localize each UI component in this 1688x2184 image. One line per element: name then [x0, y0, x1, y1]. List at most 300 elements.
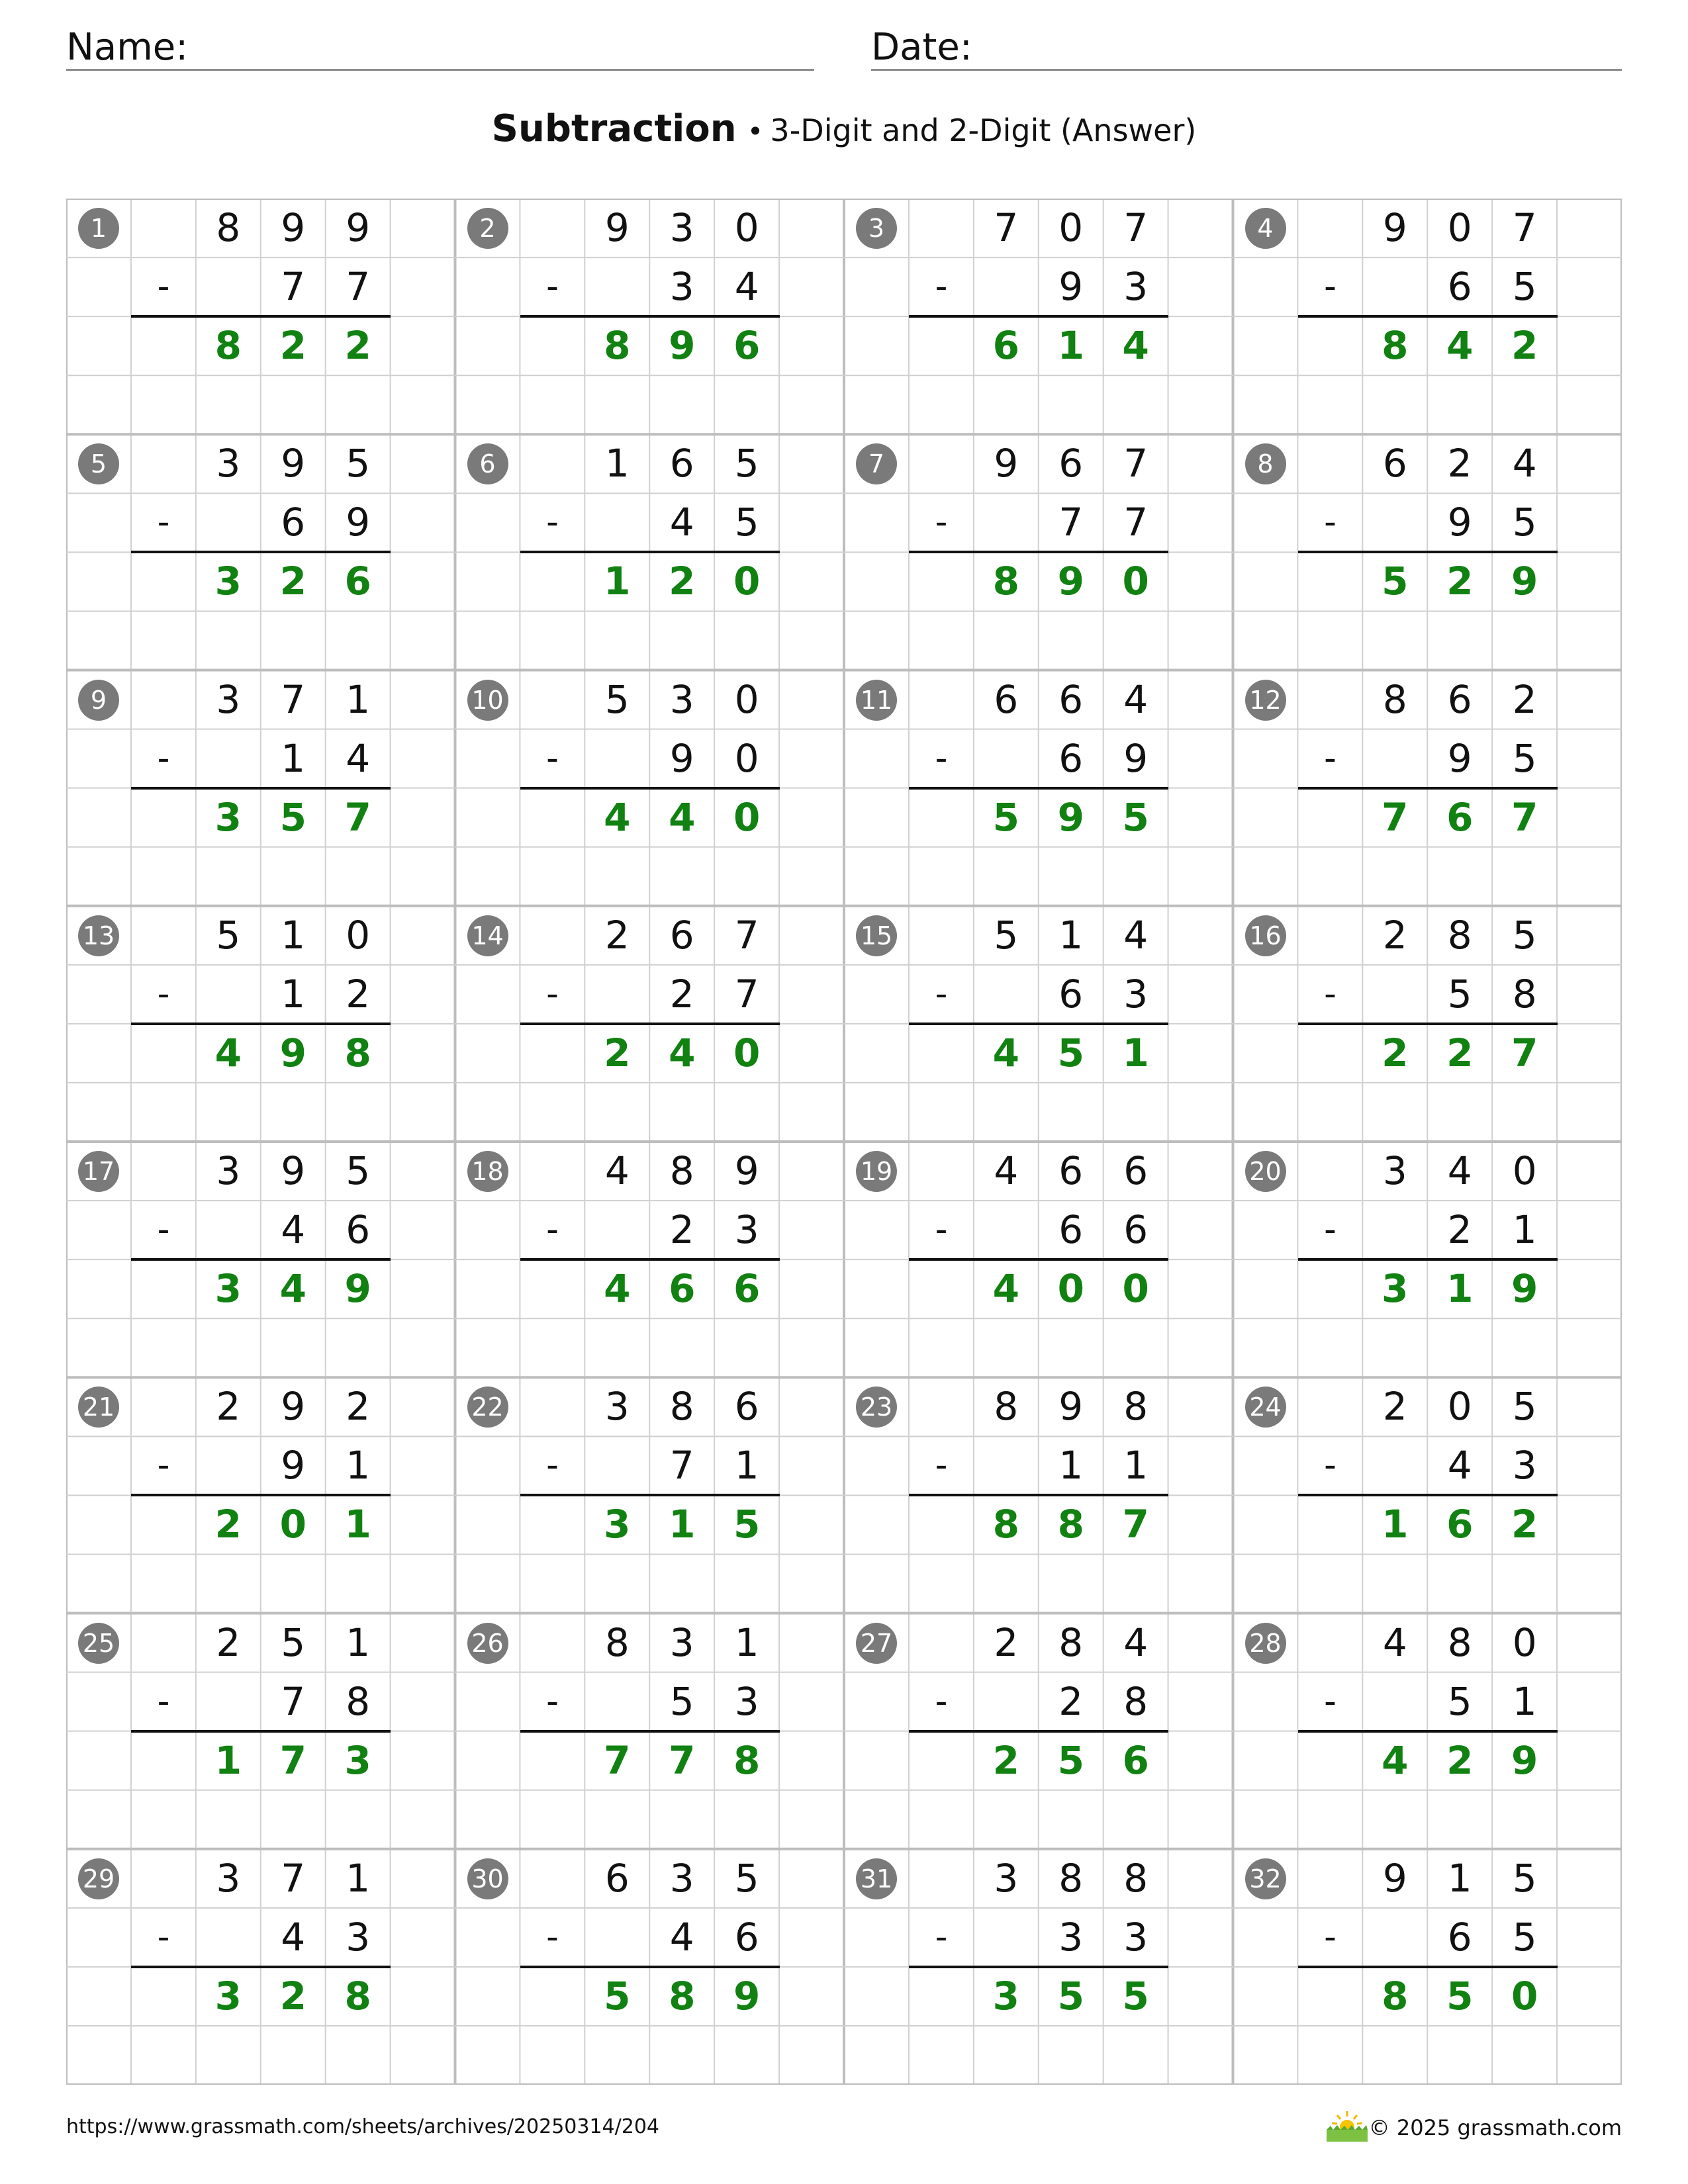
- answer-digit: 4: [604, 1266, 631, 1312]
- answer-digit: 5: [1446, 1973, 1474, 2019]
- footer-copyright: © 2025 grassmath.com: [1368, 2115, 1622, 2140]
- minuend-digit: 6: [1447, 676, 1472, 722]
- subtrahend-digit: 3: [1123, 1914, 1149, 1960]
- problem-number-badge: 25: [78, 1623, 119, 1664]
- problem-31: [844, 1849, 1233, 2085]
- minus-sign: -: [546, 1917, 559, 1957]
- answer-digit: 3: [344, 1737, 371, 1783]
- subtrahend-digit: 7: [346, 264, 371, 310]
- minus-sign: -: [546, 1210, 559, 1250]
- answer-digit: 4: [1122, 323, 1149, 369]
- minuend-digit: 1: [734, 1619, 759, 1665]
- minus-sign: -: [935, 974, 948, 1014]
- answer-digit: 8: [604, 323, 631, 369]
- problem-23: [844, 1377, 1233, 1613]
- subtrahend-digit: 3: [346, 1914, 371, 1960]
- problem-22: [455, 1377, 844, 1613]
- minuend-digit: 2: [1382, 1384, 1407, 1430]
- minuend-digit: 5: [1512, 1855, 1537, 1901]
- answer-digit: 5: [604, 1973, 631, 2019]
- minus-sign: -: [935, 502, 948, 543]
- subtrahend-digit: 9: [346, 500, 371, 545]
- subtrahend-digit: 1: [1123, 1443, 1149, 1488]
- minuend-digit: 2: [604, 912, 630, 958]
- subtrahend-digit: 8: [346, 1678, 371, 1724]
- subtrahend-digit: 3: [1058, 1914, 1084, 1960]
- minus-sign: -: [546, 974, 559, 1014]
- minuend-digit: 0: [734, 205, 759, 250]
- minuend-digit: 4: [994, 1148, 1019, 1193]
- subtrahend-digit: 7: [1058, 500, 1084, 545]
- answer-digit: 9: [1511, 1266, 1538, 1312]
- minuend-digit: 9: [994, 441, 1019, 486]
- problem-number-badge: 15: [856, 915, 897, 956]
- minus-sign: -: [935, 1445, 948, 1486]
- minuend-digit: 7: [1123, 441, 1149, 486]
- problem-number-badge: 13: [78, 915, 119, 956]
- minuend-digit: 6: [1058, 676, 1084, 722]
- subtrahend-digit: 7: [1123, 500, 1149, 545]
- problem-20: [1233, 1142, 1622, 1377]
- minuend-digit: 0: [346, 912, 371, 958]
- answer-digit: 4: [1382, 1737, 1409, 1783]
- minuend-digit: 2: [1382, 912, 1407, 958]
- problem-number-badge: 23: [856, 1387, 897, 1428]
- minuend-digit: 9: [281, 1148, 306, 1193]
- problem-32: [1233, 1849, 1622, 2085]
- minuend-digit: 8: [216, 205, 241, 250]
- answer-digit: 2: [344, 323, 371, 369]
- minus-sign: -: [935, 1917, 948, 1957]
- minuend-digit: 0: [1512, 1148, 1537, 1193]
- minus-sign: -: [1324, 1445, 1336, 1486]
- problem-number-badge: 14: [467, 915, 508, 956]
- minuend-digit: 9: [734, 1148, 759, 1193]
- answer-digit: 8: [1382, 323, 1409, 369]
- minuend-digit: 3: [604, 1384, 630, 1430]
- problem-12: [1233, 670, 1622, 906]
- minuend-digit: 8: [1382, 676, 1407, 722]
- answer-digit: 6: [733, 1266, 761, 1312]
- problem-number-badge: 27: [856, 1623, 897, 1664]
- minuend-digit: 5: [734, 441, 759, 486]
- minuend-digit: 4: [1382, 1619, 1407, 1665]
- answer-digit: 2: [1382, 1030, 1409, 1075]
- minuend-digit: 1: [346, 1855, 371, 1901]
- minuend-digit: 5: [346, 441, 371, 486]
- subtrahend-digit: 6: [734, 1914, 759, 1960]
- answer-digit: 0: [733, 559, 761, 604]
- problem-9: [66, 670, 455, 906]
- answer-digit: 2: [1446, 1737, 1474, 1783]
- subtrahend-digit: 5: [669, 1678, 694, 1724]
- minuend-digit: 8: [604, 1619, 630, 1665]
- minus-sign: -: [1324, 502, 1336, 543]
- answer-digit: 5: [1122, 1973, 1149, 2019]
- minus-sign: -: [1324, 974, 1336, 1014]
- minuend-digit: 4: [1123, 912, 1149, 958]
- subtrahend-digit: 6: [1123, 1207, 1149, 1253]
- minuend-digit: 1: [281, 912, 306, 958]
- answer-digit: 1: [344, 1502, 371, 1547]
- minuend-digit: 1: [346, 1619, 371, 1665]
- problem-number-badge: 29: [78, 1858, 119, 1899]
- answer-digit: 6: [992, 323, 1019, 369]
- minuend-digit: 3: [216, 1148, 241, 1193]
- problem-10: [455, 670, 844, 906]
- problem-26: [455, 1614, 844, 1849]
- answer-digit: 5: [1382, 559, 1409, 604]
- answer-digit: 1: [604, 559, 631, 604]
- minuend-digit: 4: [1123, 676, 1149, 722]
- minuend-digit: 1: [1058, 912, 1084, 958]
- answer-digit: 2: [279, 1973, 306, 2019]
- date-label: Date:: [871, 26, 972, 69]
- minus-sign: -: [157, 974, 170, 1014]
- minus-sign: -: [157, 738, 170, 778]
- problem-number-badge: 32: [1245, 1858, 1286, 1899]
- subtrahend-digit: 7: [734, 971, 759, 1017]
- subtrahend-digit: 2: [346, 971, 371, 1017]
- problem-number-badge: 5: [78, 443, 119, 484]
- answer-digit: 3: [214, 794, 242, 840]
- subtrahend-digit: 6: [1058, 971, 1084, 1017]
- minus-sign: -: [157, 1917, 170, 1957]
- problem-7: [844, 434, 1233, 670]
- minuend-digit: 2: [994, 1619, 1019, 1665]
- minuend-digit: 9: [1058, 1384, 1084, 1430]
- problem-number-badge: 22: [467, 1387, 508, 1428]
- title-separator: •: [747, 115, 764, 148]
- answer-digit: 2: [1511, 1502, 1538, 1547]
- problem-30: [455, 1849, 844, 2085]
- subtrahend-digit: 4: [669, 1914, 694, 1960]
- problem-5: [66, 434, 455, 670]
- minuend-digit: 0: [1512, 1619, 1537, 1665]
- problem-14: [455, 906, 844, 1142]
- answer-digit: 0: [733, 794, 761, 840]
- minus-sign: -: [1324, 738, 1336, 778]
- answer-digit: 7: [1382, 794, 1409, 840]
- answer-digit: 0: [1122, 559, 1149, 604]
- minuend-digit: 8: [1447, 912, 1472, 958]
- problem-24: [1233, 1377, 1622, 1613]
- answer-digit: 2: [1446, 1030, 1474, 1075]
- problem-6: [455, 434, 844, 670]
- problem-2: [455, 199, 844, 434]
- answer-digit: 7: [669, 1737, 696, 1783]
- subtrahend-digit: 3: [1123, 264, 1149, 310]
- minuend-digit: 9: [281, 1384, 306, 1430]
- minuend-digit: 5: [216, 912, 241, 958]
- subtrahend-digit: 1: [1512, 1207, 1537, 1253]
- answer-digit: 1: [1057, 323, 1084, 369]
- subtrahend-digit: 3: [1123, 971, 1149, 1017]
- answer-digit: 0: [1511, 1973, 1538, 2019]
- answer-digit: 5: [1122, 794, 1149, 840]
- problem-13: [66, 906, 455, 1142]
- problem-number-badge: 18: [467, 1151, 508, 1192]
- subtrahend-digit: 1: [281, 735, 306, 781]
- problem-number-badge: 2: [467, 208, 508, 249]
- minuend-digit: 5: [346, 1148, 371, 1193]
- subtrahend-digit: 4: [1447, 1443, 1472, 1488]
- minuend-digit: 6: [1123, 1148, 1149, 1193]
- problem-28: [1233, 1614, 1622, 1849]
- answer-digit: 2: [1446, 559, 1474, 604]
- minuend-digit: 6: [669, 912, 694, 958]
- subtrahend-digit: 5: [1512, 1914, 1537, 1960]
- subtrahend-digit: 7: [281, 1678, 306, 1724]
- minuend-digit: 8: [1123, 1855, 1149, 1901]
- grass-sun-logo-icon: [1324, 2110, 1370, 2143]
- answer-digit: 4: [1446, 323, 1474, 369]
- minuend-digit: 3: [669, 676, 694, 722]
- problem-number-badge: 4: [1245, 208, 1286, 249]
- answer-digit: 6: [344, 559, 371, 604]
- answer-digit: 0: [279, 1502, 306, 1547]
- minus-sign: -: [546, 502, 559, 543]
- answer-digit: 8: [344, 1030, 371, 1075]
- problem-number-badge: 26: [467, 1623, 508, 1664]
- minuend-digit: 2: [216, 1384, 241, 1430]
- subtrahend-digit: 4: [734, 264, 759, 310]
- minuend-digit: 6: [734, 1384, 759, 1430]
- problem-number-badge: 10: [467, 680, 508, 721]
- answer-digit: 8: [344, 1973, 371, 2019]
- minuend-digit: 9: [1382, 205, 1407, 250]
- answer-digit: 5: [1057, 1973, 1084, 2019]
- minuend-digit: 7: [1123, 205, 1149, 250]
- problem-17: [66, 1142, 455, 1377]
- problem-3: [844, 199, 1233, 434]
- minuend-digit: 8: [994, 1384, 1019, 1430]
- minus-sign: -: [935, 1210, 948, 1250]
- subtrahend-digit: 4: [346, 735, 371, 781]
- minuend-digit: 6: [669, 441, 694, 486]
- minus-sign: -: [157, 1445, 170, 1486]
- problem-number-badge: 16: [1245, 915, 1286, 956]
- answer-digit: 9: [1057, 794, 1084, 840]
- minus-sign: -: [1324, 1210, 1336, 1250]
- subtrahend-digit: 1: [281, 971, 306, 1017]
- answer-digit: 8: [214, 323, 242, 369]
- answer-digit: 6: [733, 323, 761, 369]
- minus-sign: -: [935, 738, 948, 778]
- minuend-digit: 5: [734, 1855, 759, 1901]
- minuend-digit: 7: [994, 205, 1019, 250]
- problem-19: [844, 1142, 1233, 1377]
- problem-15: [844, 906, 1233, 1142]
- minus-sign: -: [1324, 1917, 1336, 1957]
- minus-sign: -: [1324, 267, 1336, 306]
- problem-number-badge: 19: [856, 1151, 897, 1192]
- subtrahend-digit: 9: [1058, 264, 1084, 310]
- problem-21: [66, 1377, 455, 1613]
- name-label: Name:: [66, 26, 189, 69]
- answer-digit: 2: [669, 559, 696, 604]
- minuend-digit: 3: [1382, 1148, 1407, 1193]
- minuend-digit: 9: [604, 205, 630, 250]
- minuend-digit: 9: [346, 205, 371, 250]
- date-field[interactable]: [871, 23, 1622, 71]
- problem-number-badge: 24: [1245, 1387, 1286, 1428]
- answer-digit: 4: [604, 794, 631, 840]
- problem-11: [844, 670, 1233, 906]
- problem-1: [66, 199, 455, 434]
- subtrahend-digit: 9: [1123, 735, 1149, 781]
- problem-number-badge: 20: [1245, 1151, 1286, 1192]
- subtrahend-digit: 6: [1058, 1207, 1084, 1253]
- minuend-digit: 5: [1512, 912, 1537, 958]
- answer-digit: 8: [733, 1737, 761, 1783]
- subtrahend-digit: 2: [669, 971, 694, 1017]
- minuend-digit: 9: [1382, 1855, 1407, 1901]
- subtrahend-digit: 1: [1512, 1678, 1537, 1724]
- problem-number-badge: 3: [856, 208, 897, 249]
- subtrahend-digit: 6: [1447, 1914, 1472, 1960]
- minuend-digit: 3: [994, 1855, 1019, 1901]
- answer-digit: 9: [279, 1030, 306, 1075]
- answer-digit: 3: [214, 559, 242, 604]
- minuend-digit: 8: [1058, 1855, 1084, 1901]
- subtrahend-digit: 0: [734, 735, 759, 781]
- subtrahend-digit: 6: [346, 1207, 371, 1253]
- problem-number-badge: 31: [856, 1858, 897, 1899]
- answer-digit: 4: [992, 1030, 1019, 1075]
- answer-digit: 7: [1511, 1030, 1538, 1075]
- subtrahend-digit: 5: [1447, 971, 1472, 1017]
- answer-digit: 5: [992, 794, 1019, 840]
- subtrahend-digit: 4: [669, 500, 694, 545]
- problem-18: [455, 1142, 844, 1377]
- minuend-digit: 1: [604, 441, 630, 486]
- minus-sign: -: [157, 502, 170, 543]
- subtrahend-digit: 3: [669, 264, 694, 310]
- minuend-digit: 0: [734, 676, 759, 722]
- minuend-digit: 7: [1512, 205, 1537, 250]
- minuend-digit: 8: [1058, 1619, 1084, 1665]
- minuend-digit: 8: [669, 1384, 694, 1430]
- minuend-digit: 3: [669, 205, 694, 250]
- subtrahend-digit: 7: [281, 264, 306, 310]
- minuend-digit: 2: [346, 1384, 371, 1430]
- answer-digit: 3: [1382, 1266, 1409, 1312]
- answer-digit: 5: [733, 1502, 761, 1547]
- minuend-digit: 2: [1447, 441, 1472, 486]
- problem-number-badge: 12: [1245, 680, 1286, 721]
- subtrahend-digit: 1: [346, 1443, 371, 1488]
- answer-digit: 9: [1057, 559, 1084, 604]
- minuend-digit: 6: [1058, 1148, 1084, 1193]
- answer-digit: 9: [733, 1973, 761, 2019]
- minus-sign: -: [546, 738, 559, 778]
- subtrahend-digit: 7: [669, 1443, 694, 1488]
- minuend-digit: 4: [1447, 1148, 1472, 1193]
- answer-digit: 3: [604, 1502, 631, 1547]
- answer-digit: 9: [344, 1266, 371, 1312]
- name-field[interactable]: [66, 23, 814, 71]
- subtrahend-digit: 9: [669, 735, 694, 781]
- answer-digit: 5: [279, 794, 306, 840]
- answer-digit: 8: [992, 559, 1019, 604]
- minus-sign: -: [935, 1681, 948, 1721]
- subtrahend-digit: 5: [734, 500, 759, 545]
- answer-digit: 8: [669, 1973, 696, 2019]
- answer-digit: 2: [214, 1502, 242, 1547]
- minuend-digit: 5: [1512, 1384, 1537, 1430]
- problem-number-badge: 17: [78, 1151, 119, 1192]
- minuend-digit: 9: [281, 205, 306, 250]
- problem-8: [1233, 434, 1622, 670]
- answer-digit: 3: [214, 1266, 242, 1312]
- subtrahend-digit: 6: [1447, 264, 1472, 310]
- minuend-digit: 1: [346, 676, 371, 722]
- answer-digit: 2: [279, 559, 306, 604]
- answer-digit: 1: [1122, 1030, 1149, 1075]
- subtrahend-digit: 2: [669, 1207, 694, 1253]
- minuend-digit: 4: [1512, 441, 1537, 486]
- minuend-digit: 2: [216, 1619, 241, 1665]
- minuend-digit: 0: [1058, 205, 1084, 250]
- answer-digit: 5: [1057, 1030, 1084, 1075]
- minus-sign: -: [546, 1445, 559, 1486]
- answer-digit: 1: [1446, 1266, 1474, 1312]
- problem-29: [66, 1849, 455, 2085]
- subtrahend-digit: 1: [1058, 1443, 1084, 1488]
- answer-digit: 4: [992, 1266, 1019, 1312]
- subtrahend-digit: 2: [1447, 1207, 1472, 1253]
- problem-25: [66, 1614, 455, 1849]
- minuend-digit: 0: [1447, 205, 1472, 250]
- minuend-digit: 1: [1447, 1855, 1472, 1901]
- subtrahend-digit: 4: [281, 1914, 306, 1960]
- subtrahend-digit: 5: [1512, 264, 1537, 310]
- subtrahend-digit: 5: [1447, 1678, 1472, 1724]
- answer-digit: 4: [669, 1030, 696, 1075]
- title-subtitle: 3-Digit and 2-Digit (Answer): [770, 113, 1197, 148]
- subtrahend-digit: 1: [734, 1443, 759, 1488]
- subtrahend-digit: 3: [734, 1678, 759, 1724]
- problem-number-badge: 7: [856, 443, 897, 484]
- title-main: Subtraction: [491, 107, 737, 150]
- minuend-digit: 6: [1382, 441, 1407, 486]
- minuend-digit: 5: [994, 912, 1019, 958]
- answer-digit: 8: [1382, 1973, 1409, 2019]
- answer-digit: 0: [1122, 1266, 1149, 1312]
- minuend-digit: 6: [1058, 441, 1084, 486]
- problem-4: [1233, 199, 1622, 434]
- answer-digit: 4: [214, 1030, 242, 1075]
- answer-digit: 9: [1511, 1737, 1538, 1783]
- answer-digit: 1: [669, 1502, 696, 1547]
- minuend-digit: 8: [1123, 1384, 1149, 1430]
- answer-digit: 3: [214, 1973, 242, 2019]
- answer-digit: 7: [344, 794, 371, 840]
- minuend-digit: 4: [604, 1148, 630, 1193]
- minus-sign: -: [546, 267, 559, 306]
- subtrahend-digit: 9: [1447, 500, 1472, 545]
- problem-number-badge: 6: [467, 443, 508, 484]
- minuend-digit: 8: [669, 1148, 694, 1193]
- minus-sign: -: [546, 1681, 559, 1721]
- subtrahend-digit: 9: [281, 1443, 306, 1488]
- problem-number-badge: 21: [78, 1387, 119, 1428]
- minuend-digit: 3: [669, 1855, 694, 1901]
- answer-digit: 6: [1446, 1502, 1474, 1547]
- subtrahend-digit: 6: [1058, 735, 1084, 781]
- answer-digit: 6: [1122, 1737, 1149, 1783]
